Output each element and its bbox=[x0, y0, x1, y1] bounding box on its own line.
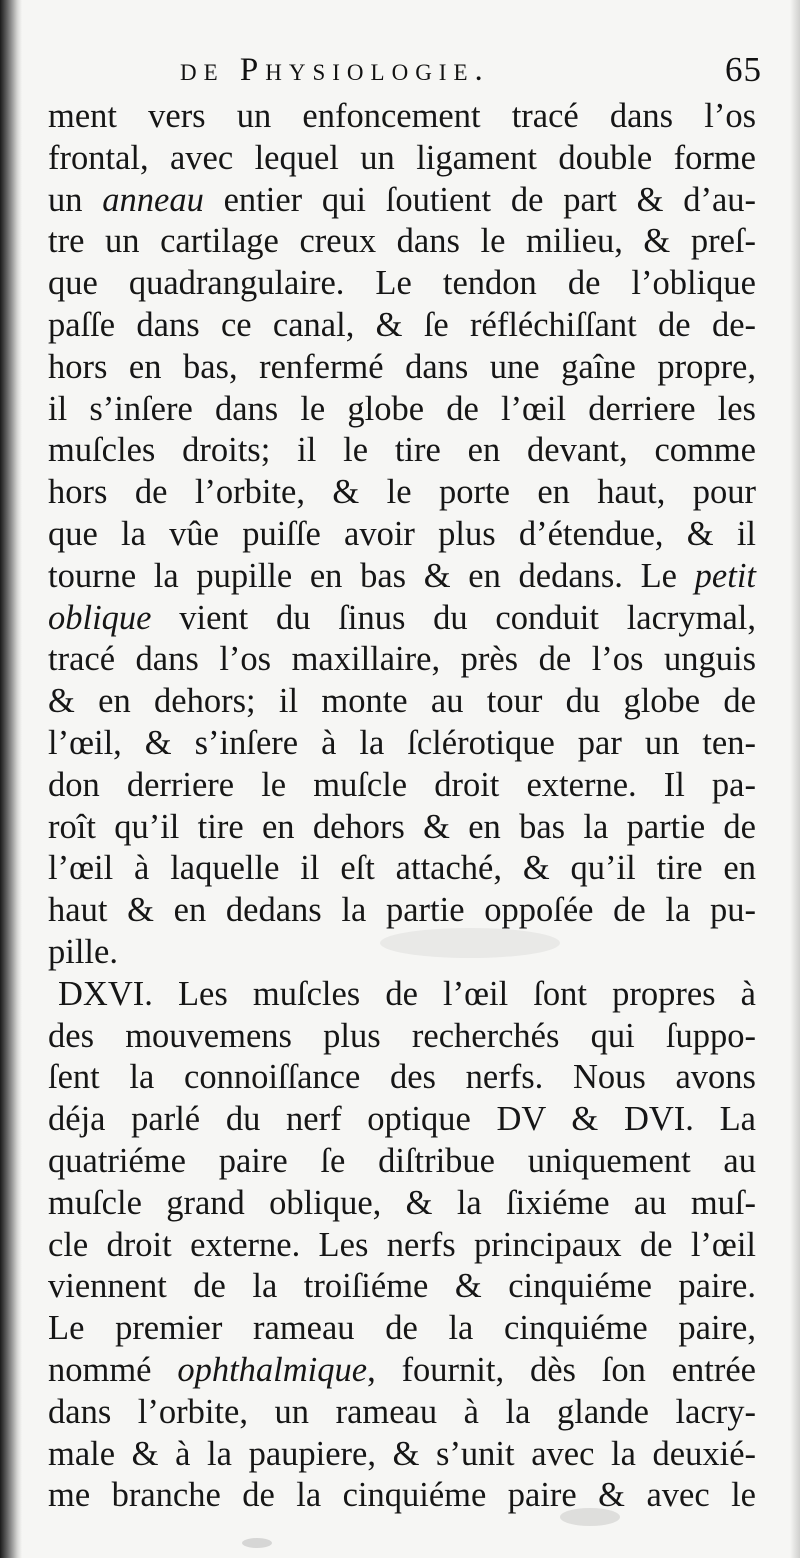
text-line: que quadrangulaire. Le tendon de l’oblique bbox=[48, 264, 756, 303]
text-line: ſent la connoiſſance des nerfs. Nous avons bbox=[48, 1058, 756, 1097]
text-line: hors en bas, renfermé dans une gaîne propre, bbox=[48, 347, 756, 386]
text-line: muſcle grand oblique, & la ſixiéme au muſ- bbox=[48, 1183, 756, 1222]
italic-term-oblique: oblique bbox=[48, 598, 152, 637]
text-line bbox=[48, 598, 756, 640]
text-line: dans l’orbite, un rameau à la glande lacry- bbox=[48, 1392, 756, 1431]
body-text bbox=[48, 96, 756, 1517]
text-line: des mouvemens plus recherchés qui ſuppo- bbox=[48, 1016, 756, 1055]
binding-shadow bbox=[0, 0, 22, 1558]
text-fragment: tourne la pupille en bas & en dedans. Le bbox=[48, 556, 695, 595]
page-number: 65 bbox=[725, 50, 762, 89]
text-line: male & à la paupiere, & s’unit avec la deuxié- bbox=[48, 1434, 756, 1473]
text-fragment: entier qui ſoutient de part & d’au- bbox=[203, 180, 756, 219]
text-line: don derriere le muſcle droit externe. Il pa- bbox=[48, 765, 756, 804]
text-line: DXVI. Les muſcles de l’œil ſont propres à bbox=[58, 974, 756, 1013]
text-line: déja parlé du nerf optique DV & DVI. La bbox=[48, 1100, 756, 1139]
text-line: que la vûe puiſſe avoir plus d’étendue, & il bbox=[48, 514, 756, 553]
text-line bbox=[48, 556, 756, 598]
italic-term-ophthalmique: ophthalmique bbox=[177, 1350, 368, 1389]
italic-term-anneau: anneau bbox=[102, 180, 204, 219]
text-line: roît qu’il tire en dehors & en bas la partie de bbox=[48, 807, 756, 846]
text-fragment: nommé bbox=[48, 1350, 178, 1389]
running-title: de Physiologie. bbox=[180, 52, 490, 88]
text-line: me branche de la cinquiéme paire & avec le bbox=[48, 1476, 756, 1515]
page-header bbox=[40, 48, 762, 94]
page-edge-shadow bbox=[790, 0, 800, 1558]
text-line: pille. bbox=[48, 932, 118, 971]
text-line: l’œil à laquelle il eſt attaché, & qu’il tire en bbox=[48, 849, 756, 888]
text-line: & en dehors; il monte au tour du globe de bbox=[48, 682, 756, 721]
text-line: l’œil, & s’inſere à la ſclérotique par un ten- bbox=[48, 723, 756, 762]
text-line: muſcles droits; il le tire en devant, comme bbox=[48, 431, 756, 470]
text-line: cle droit externe. Les nerfs principaux de l’œil bbox=[48, 1225, 756, 1264]
text-fragment: un bbox=[48, 180, 103, 219]
text-line: haut & en dedans la partie oppoſée de la pu- bbox=[48, 891, 756, 930]
text-fragment: , fournit, dès ſon entrée bbox=[367, 1350, 756, 1389]
text-fragment: vient du ſinus du conduit lacrymal, bbox=[151, 598, 756, 637]
text-line: il s’inſere dans le globe de l’œil derriere les bbox=[48, 389, 756, 428]
text-line: viennent de la troiſiéme & cinquiéme paire. bbox=[48, 1267, 756, 1306]
text-line: ment vers un enfoncement tracé dans l’os bbox=[48, 97, 756, 135]
text-line: hors de l’orbite, & le porte en haut, pour bbox=[48, 473, 756, 512]
text-line: tre un cartilage creux dans le milieu, & preſ- bbox=[48, 222, 756, 261]
text-line bbox=[48, 180, 756, 222]
text-line: Le premier rameau de la cinquiéme paire, bbox=[48, 1309, 756, 1348]
text-line bbox=[48, 1350, 756, 1392]
text-line: quatriéme paire ſe diſtribue uniquement au bbox=[48, 1141, 756, 1180]
text-line: tracé dans l’os maxillaire, près de l’os unguis bbox=[48, 640, 756, 679]
text-line: paſſe dans ce canal, & ſe réfléchiſſant de de- bbox=[48, 305, 756, 344]
paper-stain bbox=[242, 1538, 272, 1548]
text-line: frontal, avec lequel un ligament double forme bbox=[48, 138, 756, 177]
italic-term-petit: petit bbox=[694, 556, 756, 595]
